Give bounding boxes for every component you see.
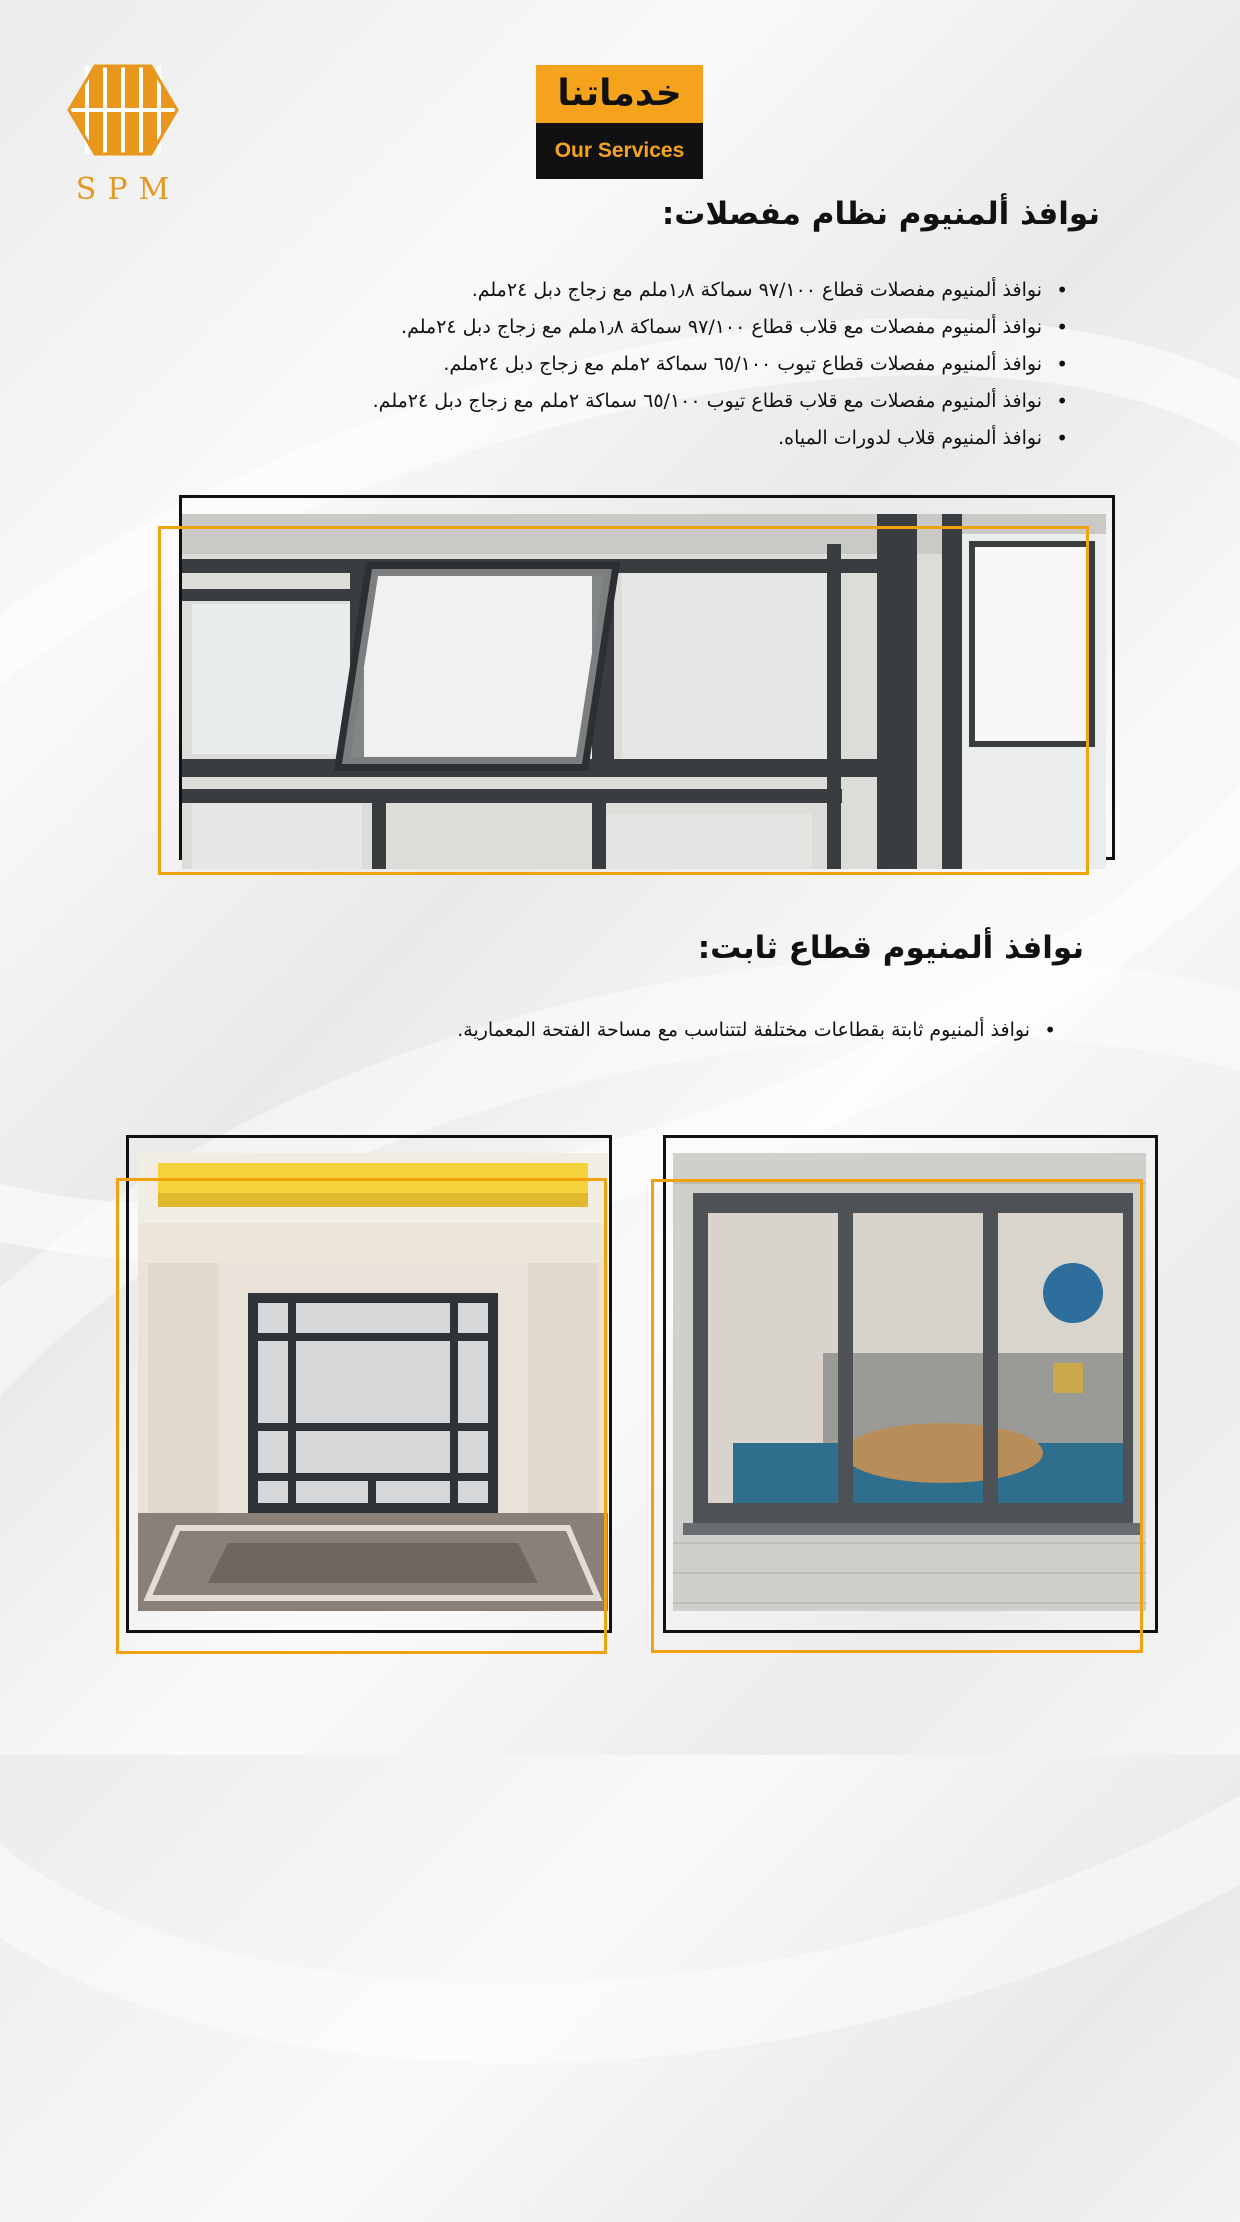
list-item: • نوافذ ألمنيوم مفصلات قطاع تيوب ٦٥/١٠٠ سماكة ٢ملم مع زجاج دبل ٢٤ملم. xyxy=(373,346,1068,383)
list-item: • نوافذ ألمنيوم ثابتة بقطاعات مختلفة لتتناسب مع مساحة الفتحة المعمارية. xyxy=(457,1012,1056,1049)
brand-logo xyxy=(64,62,182,207)
hexagon-window-logo-icon xyxy=(67,62,179,158)
list-item: • نوافذ ألمنيوم مفصلات مع قلاب قطاع ٩٧/١٠٠ سماكة ١٫٨ملم مع زجاج دبل ٢٤ملم. xyxy=(373,309,1068,346)
list-item: • نوافذ ألمنيوم مفصلات قطاع ٩٧/١٠٠ سماكة ١٫٨ملم مع زجاج دبل ٢٤ملم. xyxy=(373,272,1068,309)
brand-name: SPM xyxy=(75,172,181,207)
photo-accent-frame xyxy=(116,1178,607,1654)
photo-accent-frame xyxy=(158,526,1089,875)
list-item: • نوافذ ألمنيوم مفصلات مع قلاب قطاع تيوب ٦٥/١٠٠ سماكة ٢ملم مع زجاج دبل ٢٤ملم. xyxy=(373,383,1068,420)
services-header-badge xyxy=(536,65,703,179)
header-title-english: Our Services xyxy=(554,139,685,162)
section-title-hinged: نوافذ ألمنيوم نظام مفصلات: xyxy=(661,196,1100,232)
photo-accent-frame xyxy=(651,1179,1143,1653)
header-title-arabic: خدماتنا xyxy=(536,65,703,123)
fixed-windows-list xyxy=(457,1012,1056,1049)
hinged-windows-list xyxy=(373,272,1068,457)
section-title-fixed: نوافذ ألمنيوم قطاع ثابت: xyxy=(697,930,1084,966)
list-item: • نوافذ ألمنيوم قلاب لدورات المياه. xyxy=(373,420,1068,457)
